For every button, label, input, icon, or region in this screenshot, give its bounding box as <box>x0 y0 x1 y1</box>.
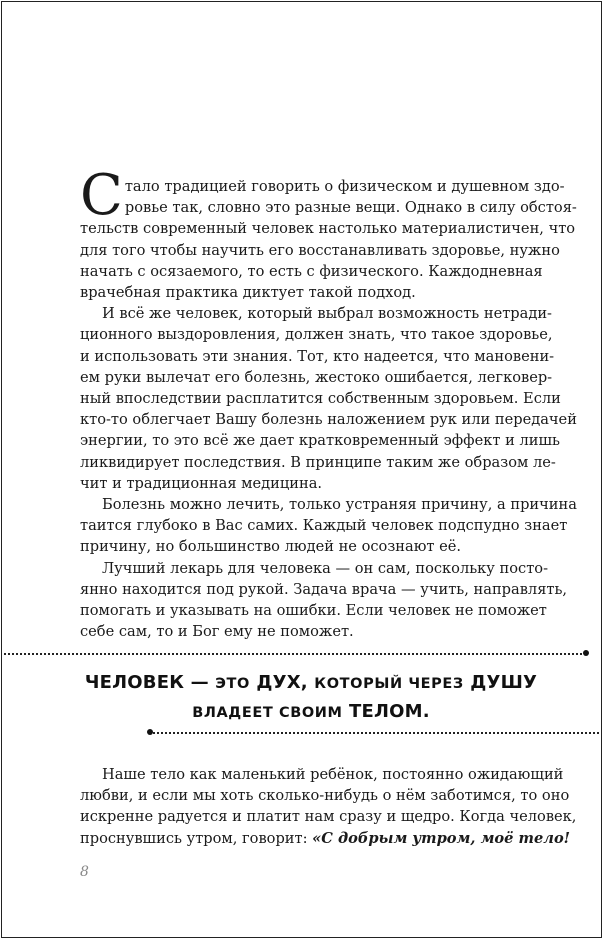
quote-line-1 <box>40 669 582 698</box>
paragraph-4 <box>80 558 568 643</box>
text-line: таится глубоко в Вас самих. Каждый человек подспудно знает <box>80 517 568 535</box>
quote-word: ВЛАДЕЕТ СВОИМ <box>192 705 343 721</box>
emphasized-text: «С добрым утром, моё тело! <box>312 829 571 847</box>
text-line: ровье так, словно это разные вещи. Однако в силу обстоя- <box>124 199 577 217</box>
text-line: помогать и указывать на ошибки. Если человек не поможет <box>80 602 547 620</box>
quote-word: ДУХ, <box>249 672 315 693</box>
text-line: ный впоследствии расплатится собственным здоровьем. Если <box>80 390 561 408</box>
quote-word: — <box>184 672 216 693</box>
text-line <box>80 828 571 849</box>
quote-word: ТЕЛОМ. <box>342 701 430 722</box>
text-line: Наше тело как маленький ребёнок, постоянно ожидающий <box>102 766 564 783</box>
text-line: искренне радуется и платит нам сразу и щедро. Когда человек, <box>80 808 577 826</box>
text-line: любви, и если мы хоть сколько-нибудь о нём заботимся, то оно <box>80 787 570 805</box>
text-line: ликвидирует последствия. В принципе таким же образом ле- <box>80 453 556 471</box>
text-line: для того чтобы научить его восстанавливать здоровье, нужно <box>80 241 560 259</box>
text-fragment: проснувшись утром, говорит: <box>80 829 313 847</box>
drop-cap: С <box>80 163 123 228</box>
text-line: ем руки вылечат его болезнь, жестоко ошибается, легковер- <box>80 368 553 386</box>
text-line: себе сам, то и Бог ему не поможет. <box>80 623 354 641</box>
text-line: энергии, то это всё же дает кратковременный эффект и лишь <box>80 432 560 450</box>
text-line: Лучший лекарь для человека — он сам, поскольку посто- <box>102 559 549 577</box>
final-text <box>80 764 577 849</box>
text-line: тало традицией говорить о физическом и душевном здо- <box>124 178 565 195</box>
paragraph-3 <box>80 494 577 558</box>
paragraph-2 <box>80 303 577 494</box>
quote-line-2 <box>40 698 582 727</box>
text-line: Болезнь можно лечить, только устраняя причину, а причина <box>102 496 577 514</box>
text-line: и использовать эти знания. Тот, кто надеется, что мановени- <box>80 347 555 365</box>
dotted-divider-bottom <box>153 732 599 734</box>
text-line: ционного выздоровления, должен знать, что такое здоровье, <box>80 326 553 344</box>
text-line: начать с осязаемого, то есть с физического. Каждодневная <box>80 262 543 280</box>
text-line: врачебная практика диктует такой подход. <box>80 284 416 302</box>
quote-word: ДУШУ <box>463 672 538 693</box>
text-line: чит и традиционная медицина. <box>80 474 323 492</box>
main-text <box>80 163 577 642</box>
divider-dot-icon <box>583 650 589 656</box>
text-line: кто-то облегчает Вашу болезнь наложением рук или передачей <box>80 411 577 429</box>
paragraph-5 <box>80 764 577 849</box>
text-line: янно находится под рукой. Задача врача — учить, направлять, <box>80 580 568 598</box>
page-number: 8 <box>80 864 89 880</box>
text-line: тельств современный человек настолько материалистичен, что <box>80 220 576 238</box>
text-line: И всё же человек, который выбрал возможность нетради- <box>102 305 552 323</box>
text-line: причину, но большинство людей не осознают её. <box>80 538 462 556</box>
quote-word: КОТОРЫЙ ЧЕРЕЗ <box>314 676 464 692</box>
quote-word: ЭТО <box>215 676 250 692</box>
paragraph-1 <box>80 163 577 303</box>
quote-word: ЧЕЛОВЕК <box>84 672 185 693</box>
dotted-divider-top <box>4 653 586 655</box>
pull-quote <box>40 669 582 727</box>
